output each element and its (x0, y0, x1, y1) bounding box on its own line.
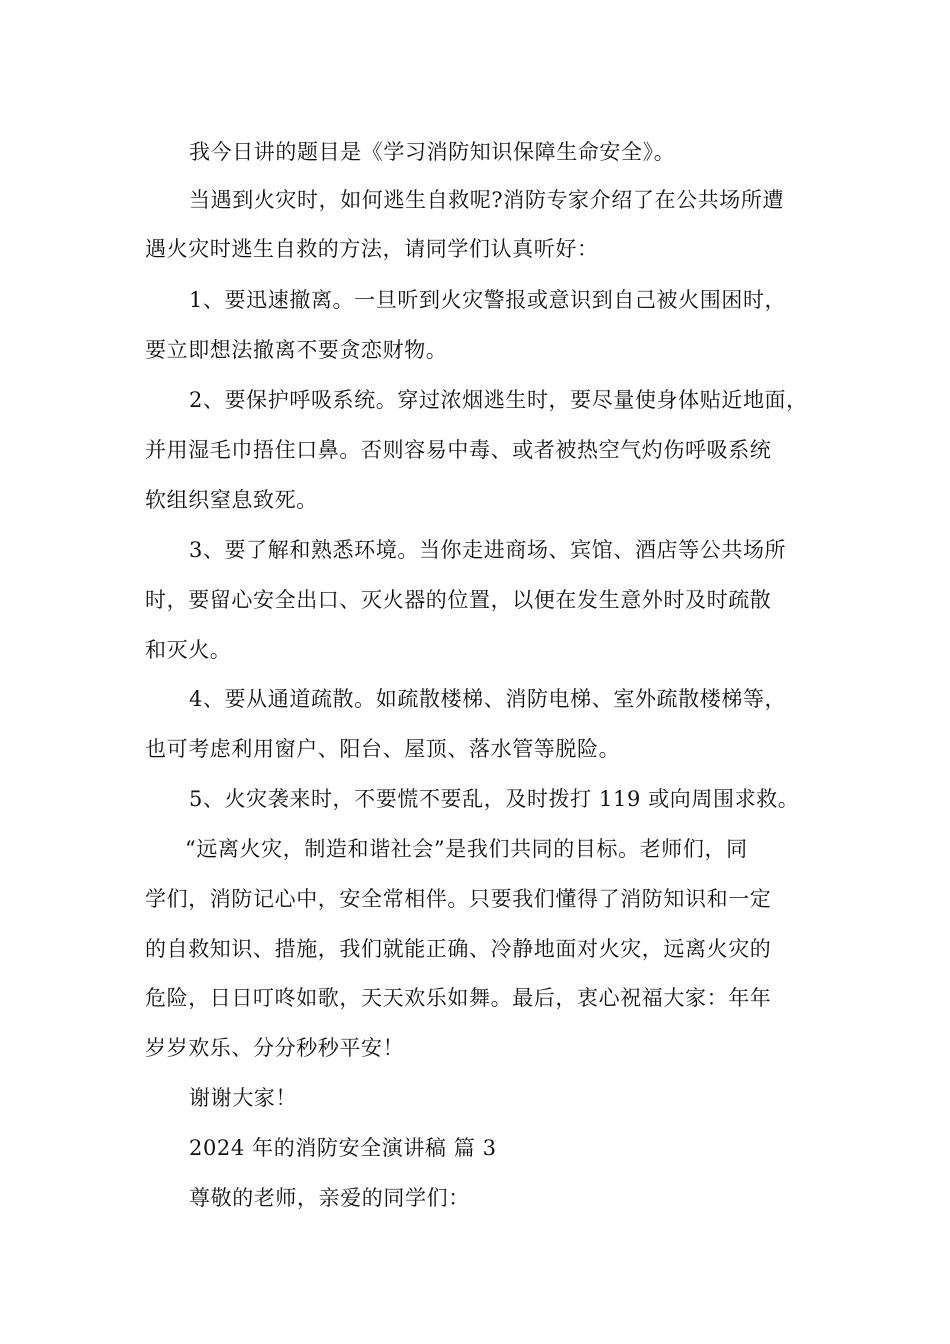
paragraph-line: 的自救知识、措施，我们就能正确、冷静地面对火灾，远离火灾的 (145, 937, 772, 961)
paragraph-line: 学们，消防记心中，安全常相伴。只要我们懂得了消防知识和一定 (145, 887, 772, 911)
paragraph-line: 危险，日日叮咚如歌，天天欢乐如舞。最后，衷心祝福大家：年年 (145, 986, 772, 1010)
paragraph-line: 我今日讲的题目是《学习消防知识保障生命安全》。 (189, 140, 676, 164)
paragraph-line: 5、火灾袭来时，不要慌不要乱，及时拨打 119 或向周围求救。 (189, 787, 800, 811)
salutation-line: 尊敬的老师，亲爱的同学们： (189, 1186, 470, 1210)
paragraph-line: 并用湿毛巾捂住口鼻。否则容易中毒、或者被热空气灼伤呼吸系统 (145, 438, 772, 462)
section-heading: 2024 年的消防安全演讲稿 篇 3 (189, 1136, 497, 1160)
paragraph-line: “远离火灾，制造和谐社会”是我们共同的目标。老师们，同 (185, 837, 748, 861)
paragraph-line: 4、要从通道疏散。如疏散楼梯、消防电梯、室外疏散楼梯等， (189, 687, 787, 711)
paragraph-line: 也可考虑利用窗户、阳台、屋顶、落水管等脱险。 (145, 737, 621, 761)
paragraph-line: 要立即想法撤离不要贪恋财物。 (145, 338, 448, 362)
paragraph-line: 3、要了解和熟悉环境。当你走进商场、宾馆、酒店等公共场所 (189, 538, 787, 562)
paragraph-line: 2、要保护呼吸系统。穿过浓烟逃生时，要尽量使身体贴近地面， (189, 388, 808, 412)
paragraph-line: 时，要留心安全出口、灭火器的位置，以便在发生意外时及时疏散 (145, 588, 772, 612)
paragraph-line: 岁岁欢乐、分分秒秒平安！ (145, 1036, 405, 1060)
paragraph-line: 谢谢大家！ (189, 1086, 297, 1110)
paragraph-line: 遇火灾时逃生自救的方法，请同学们认真听好： (145, 237, 599, 261)
paragraph-line: 1、要迅速撤离。一旦听到火灾警报或意识到自己被火围困时， (189, 288, 787, 312)
paragraph-line: 软组织窒息致死。 (145, 488, 318, 512)
paragraph-line: 和灭火。 (145, 638, 232, 662)
paragraph-line: 当遇到火灾时，如何逃生自救呢?消防专家介绍了在公共场所遭 (189, 188, 785, 212)
